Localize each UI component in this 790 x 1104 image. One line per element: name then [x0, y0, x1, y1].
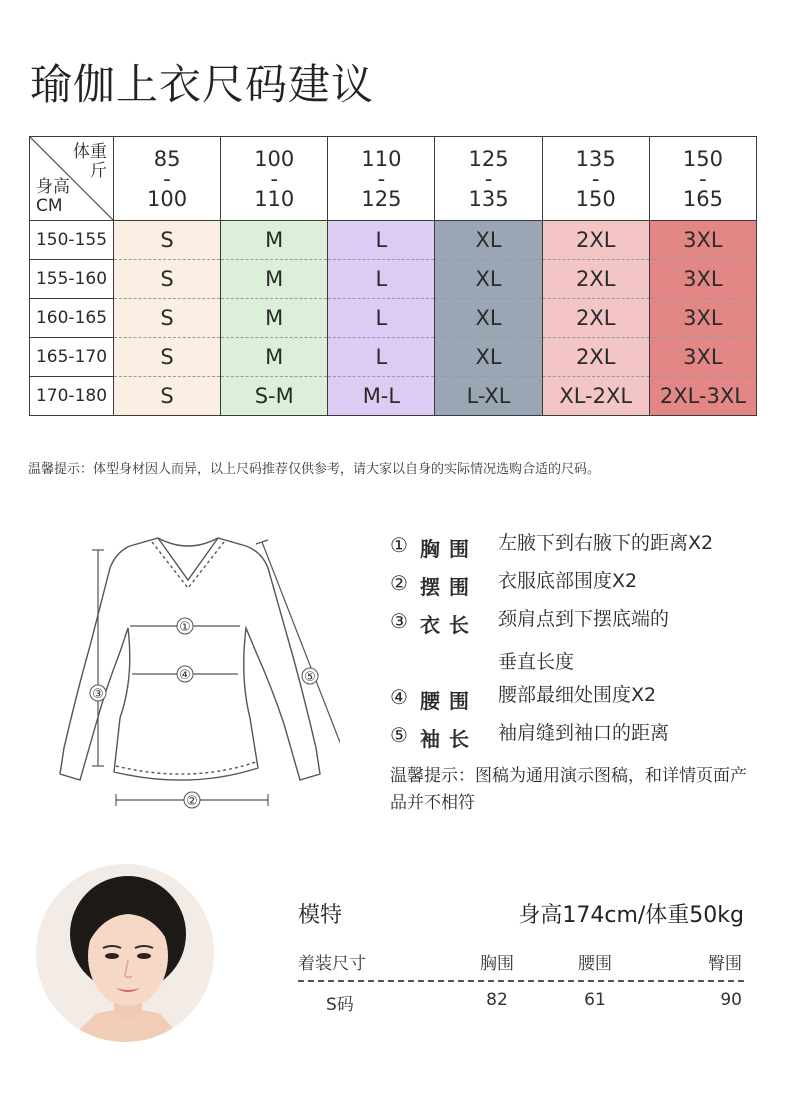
- legend-item: ④ 腰 围 腰部最细处围度X2: [390, 684, 657, 713]
- height-range-cell: 155-160: [30, 260, 114, 299]
- height-range-cell: 160-165: [30, 299, 114, 338]
- height-axis-label: [36, 178, 70, 216]
- height-unit: CM: [36, 196, 63, 216]
- model-info: [298, 898, 744, 1015]
- size-cell: 2XL: [542, 260, 649, 299]
- marker-waist: ④: [179, 668, 191, 683]
- weight-column-header: 100 - 110: [221, 137, 328, 221]
- size-cell: 2XL: [542, 221, 649, 260]
- size-cell: M: [221, 260, 328, 299]
- size-cell: XL-2XL: [542, 377, 649, 416]
- size-cell: XL: [435, 260, 542, 299]
- size-cell: S: [114, 377, 221, 416]
- height-range-cell: 165-170: [30, 338, 114, 377]
- model-measure-values: S码 82 61 90: [326, 990, 742, 1015]
- weight-column-header: 150 - 165: [649, 137, 756, 221]
- height-label: 身高: [36, 177, 70, 197]
- weight-column-header: 125 - 135: [435, 137, 542, 221]
- marker-chest: ①: [179, 620, 191, 635]
- weight-column-header: 110 - 125: [328, 137, 435, 221]
- size-cell: XL: [435, 299, 542, 338]
- marker-sleeve: ⑤: [304, 670, 316, 685]
- size-cell: L-XL: [435, 377, 542, 416]
- legend-item: ① 胸 围 左腋下到右腋下的距离X2: [390, 532, 714, 561]
- size-cell: L: [328, 338, 435, 377]
- size-cell: XL: [435, 338, 542, 377]
- weight-axis-label: [73, 143, 107, 181]
- model-stats: 身高174cm/体重50kg: [518, 903, 744, 928]
- size-cell: 3XL: [649, 260, 756, 299]
- legend-item-continuation: 垂直长度: [498, 651, 575, 673]
- model-measure-header: 着装尺寸 胸围 腰围 臀围: [298, 949, 744, 982]
- legend-item: ② 摆 围 衣服底部围度X2: [390, 570, 638, 599]
- weight-label: 体重: [73, 142, 107, 162]
- size-cell: S: [114, 260, 221, 299]
- size-cell: S: [114, 338, 221, 377]
- height-range-cell: 170-180: [30, 377, 114, 416]
- marker-hem: ②: [186, 794, 198, 809]
- size-cell: S: [114, 299, 221, 338]
- size-cell: L: [328, 299, 435, 338]
- size-cell: XL: [435, 221, 542, 260]
- legend-item: ③ 衣 长 颈肩点到下摆底端的: [390, 608, 670, 637]
- table-row: [30, 299, 757, 338]
- shirt-outline-icon: [60, 538, 320, 780]
- marker-length: ③: [92, 687, 104, 702]
- size-chart-table: [29, 136, 757, 416]
- size-cell: L: [328, 260, 435, 299]
- weight-unit: 斤: [90, 161, 107, 181]
- size-cell: S: [114, 221, 221, 260]
- model-photo: [36, 864, 214, 1042]
- weight-column-header: 85 - 100: [114, 137, 221, 221]
- size-cell: M-L: [328, 377, 435, 416]
- height-range-cell: 150-155: [30, 221, 114, 260]
- table-row: [30, 338, 757, 377]
- table-corner-cell: [30, 137, 114, 221]
- size-cell: M: [221, 338, 328, 377]
- size-cell: 3XL: [649, 338, 756, 377]
- size-cell: 2XL-3XL: [649, 377, 756, 416]
- table-row: [30, 377, 757, 416]
- table-row: [30, 221, 757, 260]
- model-label: 模特: [298, 903, 343, 928]
- size-cell: 2XL: [542, 338, 649, 377]
- size-cell: 2XL: [542, 299, 649, 338]
- size-cell: 3XL: [649, 299, 756, 338]
- sleeve-measure-line: [262, 542, 340, 768]
- model-portrait-icon: [36, 864, 214, 1042]
- size-cell: S-M: [221, 377, 328, 416]
- table-row: [30, 260, 757, 299]
- size-cell: 3XL: [649, 221, 756, 260]
- garment-measurement-diagram: [40, 528, 340, 818]
- legend-item: ⑤ 袖 长 袖肩缝到袖口的距离: [390, 722, 670, 751]
- size-cell: M: [221, 299, 328, 338]
- size-disclaimer: 温馨提示：体型身材因人而异，以上尺码推荐仅供参考，请大家以自身的实际情况选购合适的尺码。: [28, 462, 601, 477]
- page-title: 瑜伽上衣尺码建议: [30, 60, 375, 109]
- weight-column-header: 135 - 150: [542, 137, 649, 221]
- measurement-legend: [390, 533, 758, 817]
- size-cell: L: [328, 221, 435, 260]
- size-cell: M: [221, 221, 328, 260]
- diagram-disclaimer: 温馨提示：图稿为通用演示图稿，和详情页面产品并不相符: [390, 766, 747, 813]
